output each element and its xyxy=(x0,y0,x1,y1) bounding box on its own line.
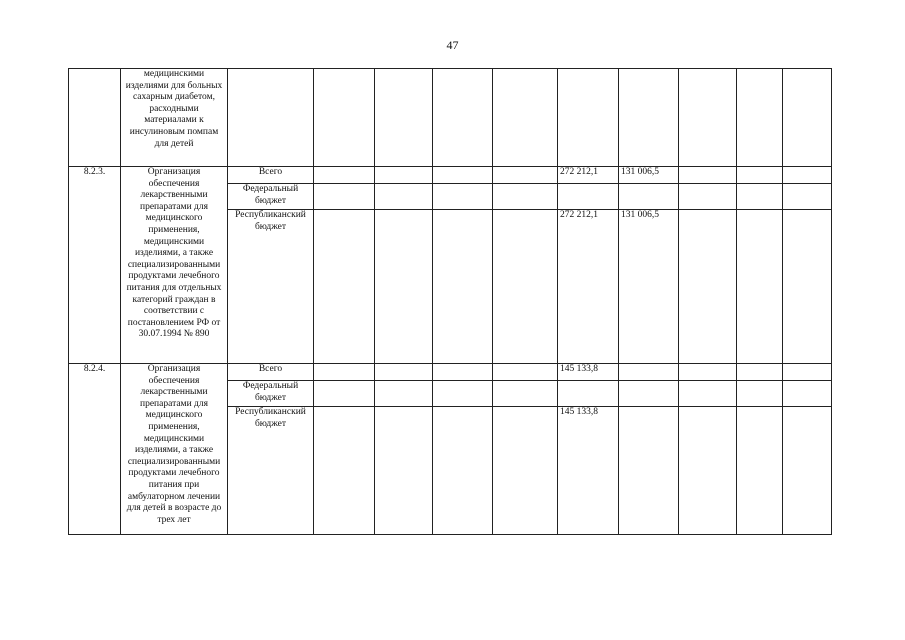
source-label: Республиканский бюджет xyxy=(228,407,314,535)
cell-value: 145 133,8 xyxy=(558,407,619,535)
row-number xyxy=(69,69,121,167)
cell-value xyxy=(619,184,679,210)
table-row-8-2-4-total xyxy=(69,364,832,381)
cell-value: 131 006,5 xyxy=(619,210,679,364)
cell-value xyxy=(619,407,679,535)
cell-value xyxy=(558,381,619,407)
row-name: медицинскими изделиями для больных сахарным диабетом, расходными материалами к инсулиновым помпам для детей xyxy=(121,69,228,167)
row-number: 8.2.4. xyxy=(69,364,121,535)
cell-value xyxy=(619,381,679,407)
row-name: Организация обеспечения лекарственными препаратами для медицинского применения, медицинскими изделиями, а также специализированными продуктами лечебного питания при амбулаторном лечении для детей в возрасте до трех лет xyxy=(121,364,228,535)
table-row-continuation xyxy=(69,69,832,167)
cell-value: 145 133,8 xyxy=(558,364,619,381)
cell-value: 272 212,1 xyxy=(558,210,619,364)
cell-value xyxy=(558,184,619,210)
row-number: 8.2.3. xyxy=(69,167,121,364)
source-label: Всего xyxy=(228,167,314,184)
source-label: Федеральный бюджет xyxy=(228,184,314,210)
cell-value: 131 006,5 xyxy=(619,167,679,184)
source-label: Федеральный бюджет xyxy=(228,381,314,407)
page-number: 47 xyxy=(446,38,459,52)
cell-value xyxy=(619,364,679,381)
cell-value: 272 212,1 xyxy=(558,167,619,184)
budget-table xyxy=(68,68,832,535)
table-row-8-2-3-total xyxy=(69,167,832,184)
source-label: Всего xyxy=(228,364,314,381)
source-label: Республиканский бюджет xyxy=(228,210,314,364)
row-name: Организация обеспечения лекарственными препаратами для медицинского применения, медицинскими изделиями, а также специализированными продуктами лечебного питания для отдельных категорий граждан в соответствии с постановлением РФ от 30.07.1994 № 890 xyxy=(121,167,228,364)
